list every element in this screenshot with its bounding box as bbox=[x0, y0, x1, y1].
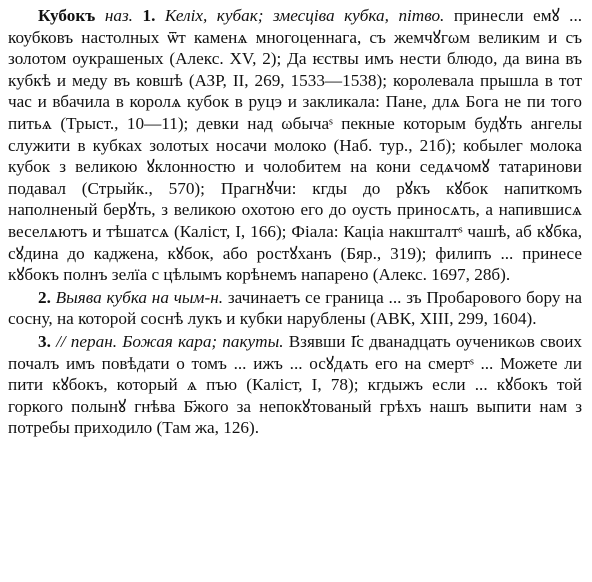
sense-3 bbox=[8, 331, 582, 439]
sense-citations: Взявши І҃с дванадцать оученикωв своих почалъ имъ повѣдати о томъ ... ижъ ... осꙋдѧть его на смертˢ ... Можете ли пити кꙋбокъ, который ѧ пъю (Каліст, I, 78); кгдыжъ если ... кꙋбокъ той горкого полынꙋ гнѣва Б҃жого за непокꙋтованый грѣхъ нашъ выпити нам з потребы приходило (Там жа, 126). bbox=[8, 331, 582, 438]
sense-gloss: Келіх, кубак; змесціва кубка, пітво. bbox=[164, 6, 445, 25]
sense-number: 2. bbox=[38, 287, 51, 307]
sense-2 bbox=[8, 287, 582, 330]
sense-1 bbox=[8, 5, 582, 286]
sense-citations: зачинаетъ се граница ... зъ Пробарового бору на сосну, на которой соснѣ лукъ и кубки нарублены (АВК, XIII, 299, 1604). bbox=[8, 287, 583, 329]
sense-gloss: Выява кубка на чым-н. bbox=[55, 287, 224, 307]
sense-gloss: перан. Божая кара; пакуты. bbox=[70, 331, 284, 351]
figurative-mark: // bbox=[56, 331, 66, 351]
sense-citations: принесли емꙋ ... коубковъ настолных ѿт каменѧ многоценнага, съ жемчꙋгωм великим и съ золотом оукрашеных (Алекс. XV, 2); Да ѥствы имъ нести блюдо, да вина въ кубкѣ и меду въ ковшѣ (АЗР, II, 269, 1533—1538); королевала прышла в тот час и вбачила в королѧ кубок в руцэ и закликала: Пане, длѧ Бога не пи того питьѧ (Трыст., 10—11); девки над ωбычаˢ пекные которым будꙋть ангелы служити в кубках золотых носачи молоко (Наб. тур., 21б); кобылег молока кубок з великою ꙋклонностю и чолобитем на кони седѧчомꙋ татаринови подавал (Стрыйк., 570); Прагнꙋчи: кгды до рꙋкъ кꙋбок напиткомъ наполненый берꙋть, з великою охотою его до оусть приносѧть, а напившисѧ веселѧютъ и тѣшатсѧ (Каліст, I, 166); Фіала: Каціа накшталтˢ чашѣ, аб кꙋбка, сꙋдина до каджена, кꙋбок, або ростꙋханъ (Бяр., 319); филипъ ... принесе кꙋбокъ полнъ зелїа с цѣлымъ корѣнемъ напарено (Алекс. 1697, 28б). bbox=[8, 6, 583, 285]
headword: Кубокъ bbox=[38, 6, 96, 25]
sense-number: 3. bbox=[38, 331, 51, 351]
part-of-speech: наз. bbox=[104, 6, 133, 25]
sense-number: 1. bbox=[142, 6, 156, 25]
